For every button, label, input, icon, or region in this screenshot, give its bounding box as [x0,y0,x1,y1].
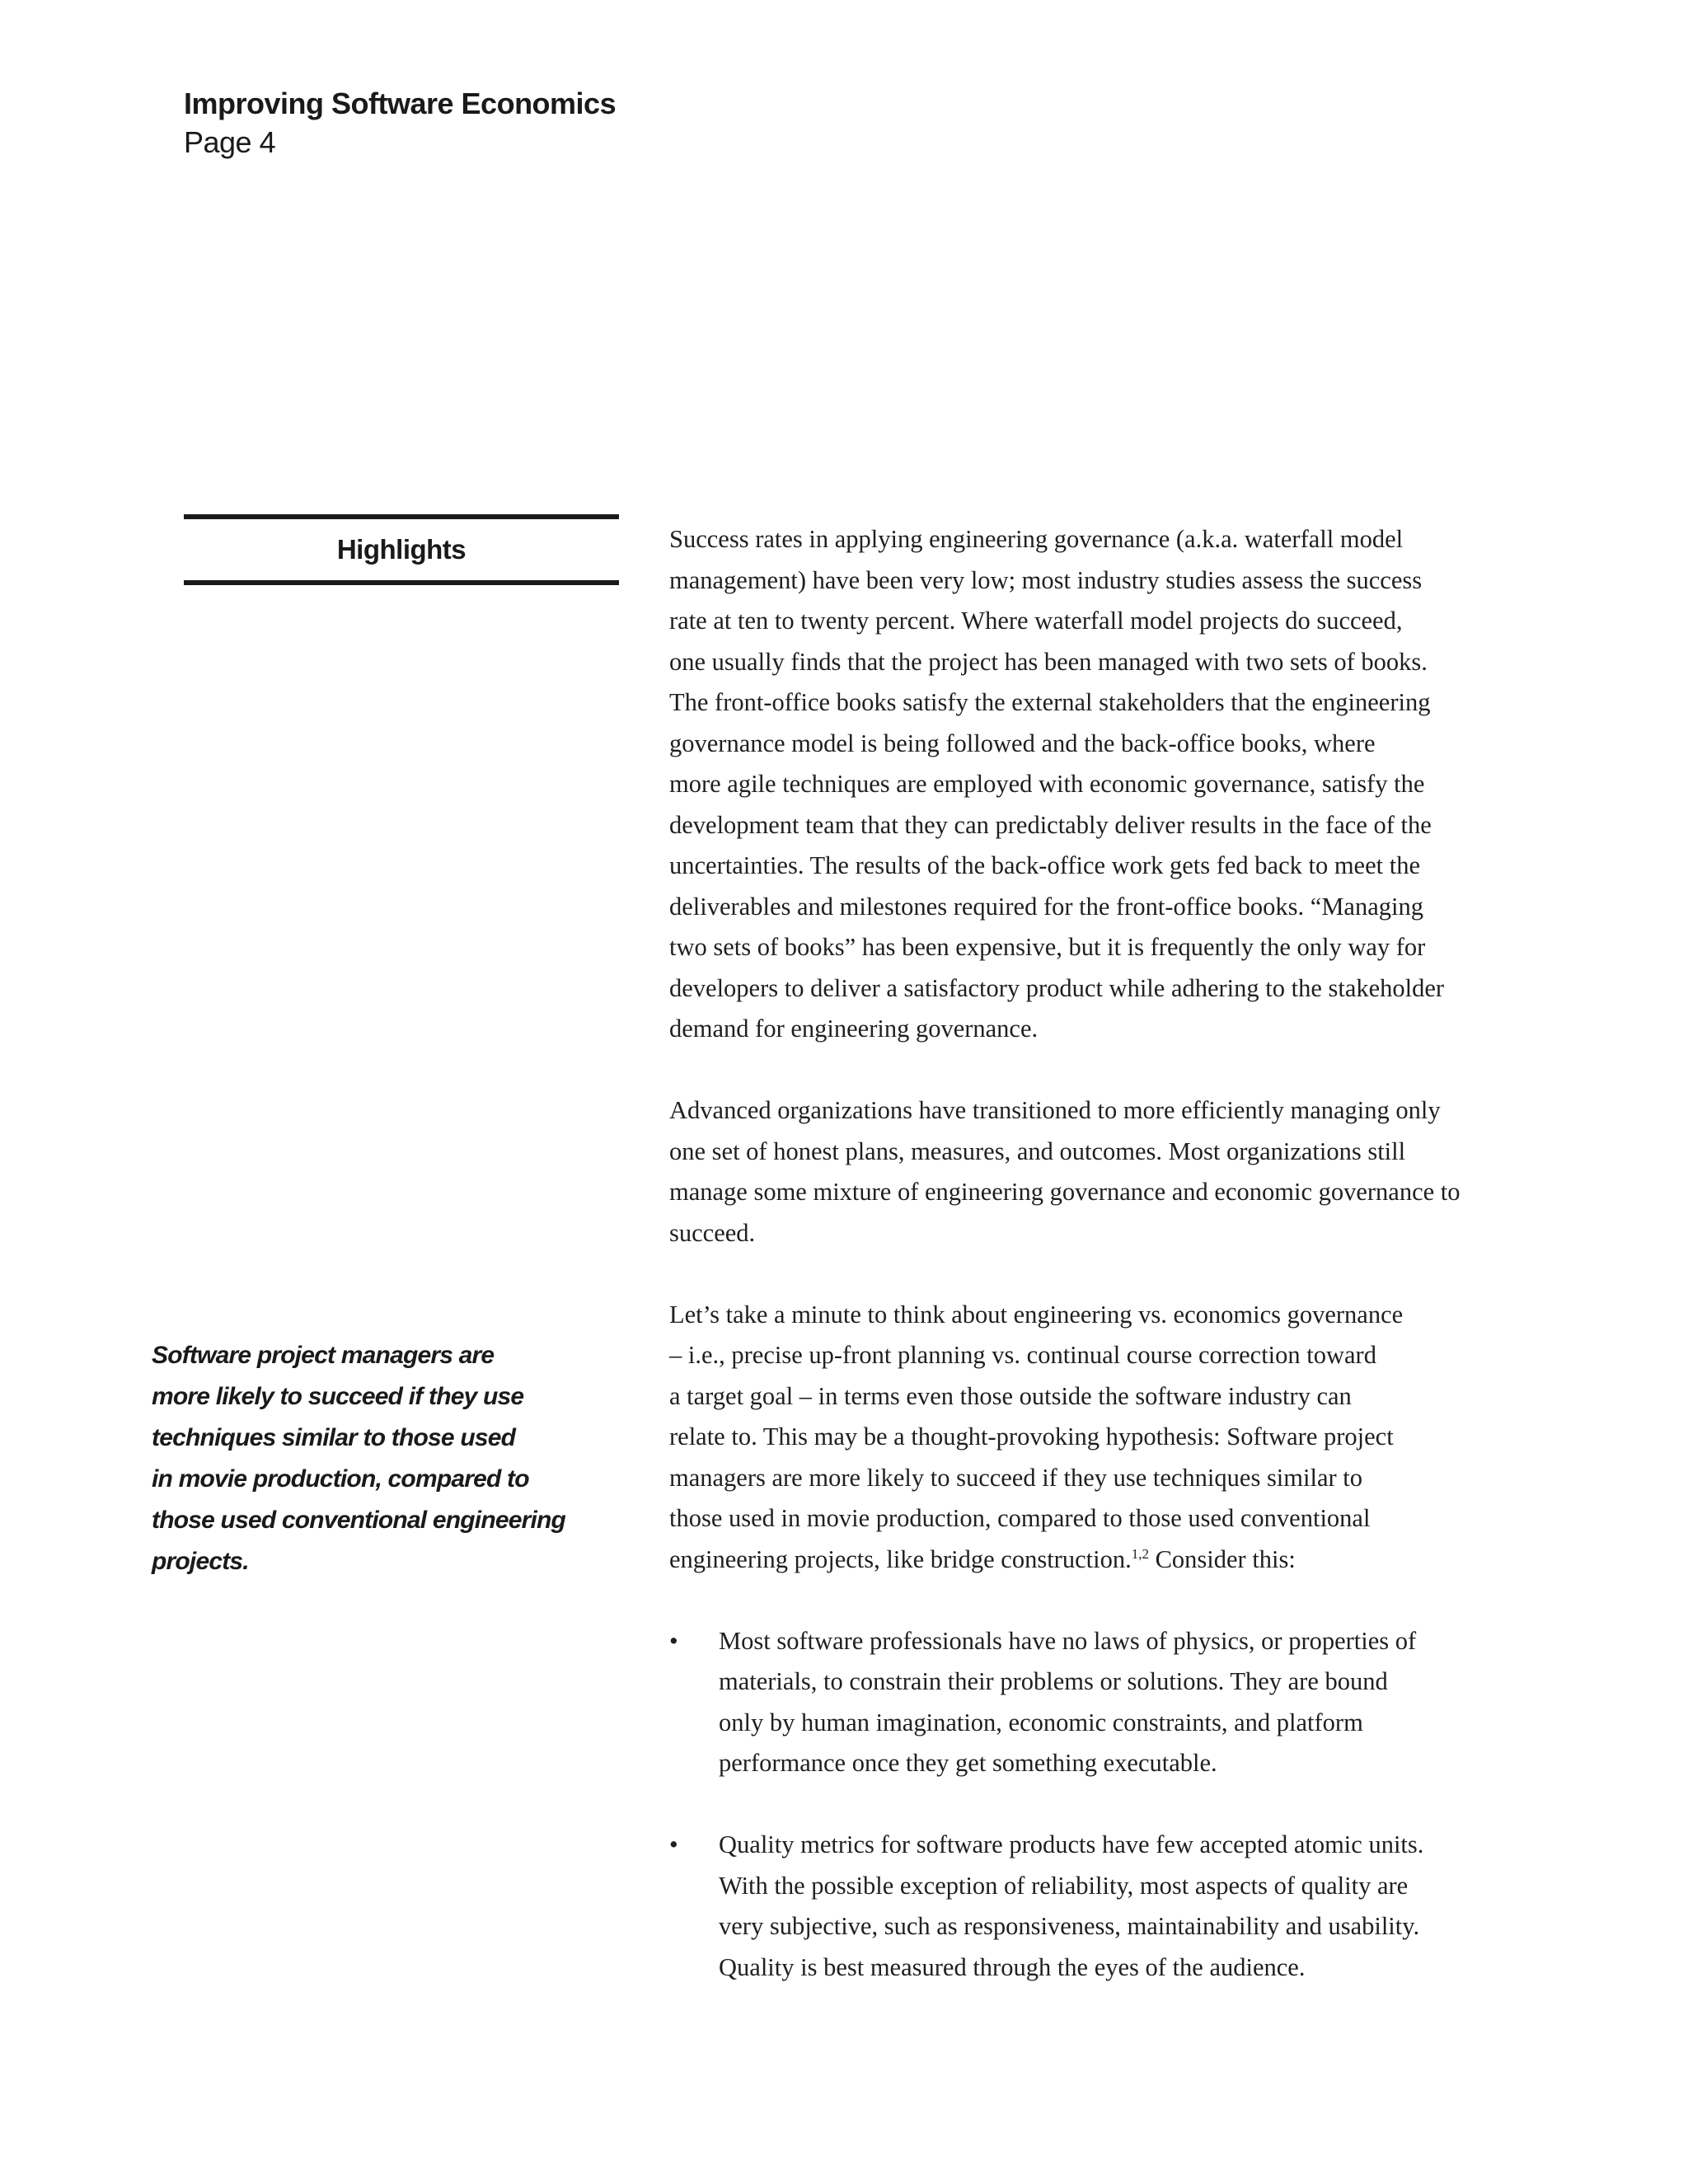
bullet-item [669,1621,1535,1784]
paragraph-2: Advanced organizations have transitioned to more efficiently managing only one set of honest plans, measures, and outcomes. Most organizations still manage some mixture of engineering governance and economic governance to succeed. [669,1096,1461,1247]
paragraph-3-text: Let’s take a minute to think about engineering vs. economics governance – i.e., precise up-front planning vs. continual course correction toward a target goal – in terms even those outside the software industry can relate to. This may be a thought-provoking hypothesis: Software project managers are more likely to succeed if they use techniques similar to those used in movie production, compared to those used conventional engineering projects, like bridge construction. [669,1300,1404,1573]
pull-quote: Software project managers are more likely to succeed if they use techniques similar to those used in movie production, compared to those used conventional engineering projects. [152,1342,566,1575]
document-title: Improving Software Economics [184,87,617,120]
bullet-text: Quality metrics for software products have few accepted atomic units. With the possible exception of reliability, most aspects of quality are very subjective, such as responsiveness, maintainability and usability. Quality is best measured through the eyes of the audience. [719,1830,1424,1981]
bullet-text: Most software professionals have no laws of physics, or properties of materials, to constrain their problems or solutions. They are bound only by human imagination, economic constraints, and platform performance once they get something executable. [719,1626,1417,1777]
highlights-heading-box [184,514,619,585]
bullet-marker: • [669,1626,678,1655]
paragraph-3-tail: Consider this: [1148,1544,1296,1573]
body-column [669,519,1535,2029]
page-header [184,84,616,162]
page-number: Page 4 [184,125,276,159]
highlights-label: Highlights [336,534,467,565]
bullet-marker: • [669,1830,678,1858]
paragraph-3 [669,1295,1535,1581]
paragraph-1: Success rates in applying engineering governance (a.k.a. waterfall model management) have been very low; most industry studies assess the success rate at ten to twenty percent. Where waterfall model projects do succeed, one usually finds that the project has been managed with two sets of books. The front-office books satisfy the external stakeholders that the engineering governance model is being followed and the back-office books, where more agile techniques are employed with economic governance, satisfy the development team that they can predictably deliver results in the face of the uncertainties. The results of the back-office work gets fed back to meet the deliverables and milestones required for the front-office books. “Managing two sets of books” has been expensive, but it is frequently the only way for developers to deliver a satisfactory product while adhering to the stakeholder demand for engineering governance. [669,525,1445,1043]
bullet-item [669,1825,1535,1988]
footnote-reference: 1,2 [1131,1545,1149,1562]
